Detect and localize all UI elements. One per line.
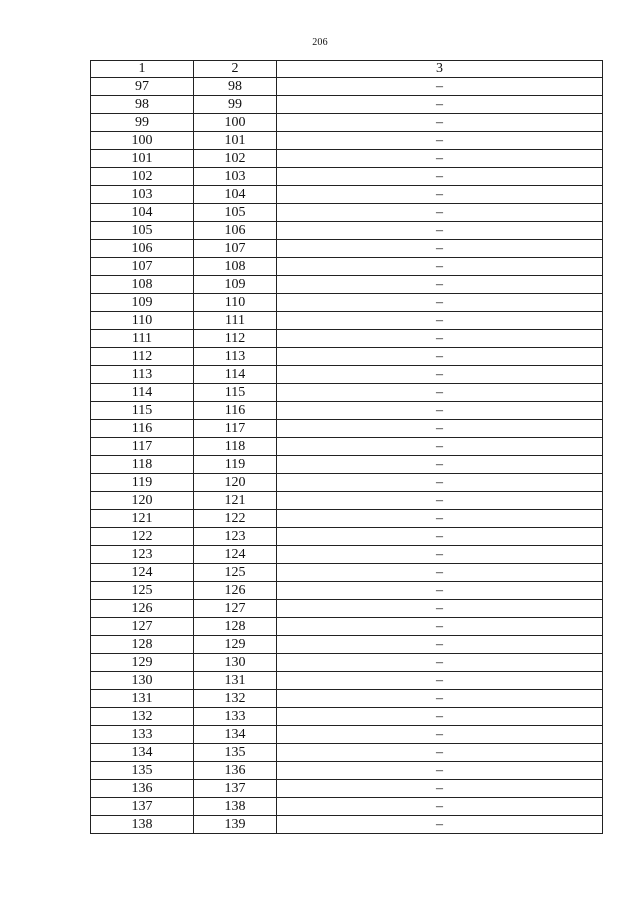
cell-col-2: 129 [194,636,277,654]
cell-col-1: 111 [91,330,194,348]
cell-col-3: – [277,546,603,564]
cell-col-1: 138 [91,816,194,834]
table-row [91,582,603,600]
cell-col-2: 124 [194,546,277,564]
cell-col-3: – [277,816,603,834]
cell-col-2: 98 [194,78,277,96]
column-header-3: 3 [277,61,603,78]
cell-col-2: 132 [194,690,277,708]
cell-col-3: – [277,240,603,258]
cell-col-1: 123 [91,546,194,564]
table-row [91,438,603,456]
page-number: 206 [312,37,328,48]
table-row [91,600,603,618]
table-row [91,708,603,726]
cell-col-1: 104 [91,204,194,222]
cell-col-2: 116 [194,402,277,420]
cell-col-1: 126 [91,600,194,618]
cell-col-1: 131 [91,690,194,708]
cell-col-2: 125 [194,564,277,582]
cell-col-3: – [277,186,603,204]
table-row [91,114,603,132]
cell-col-1: 116 [91,420,194,438]
cell-col-1: 110 [91,312,194,330]
cell-col-1: 105 [91,222,194,240]
cell-col-3: – [277,600,603,618]
cell-col-3: – [277,636,603,654]
cell-col-1: 99 [91,114,194,132]
cell-col-1: 103 [91,186,194,204]
table-body [91,78,603,834]
cell-col-3: – [277,78,603,96]
table-row [91,726,603,744]
cell-col-2: 131 [194,672,277,690]
cell-col-3: – [277,708,603,726]
column-header-1: 1 [91,61,194,78]
cell-col-1: 118 [91,456,194,474]
cell-col-1: 135 [91,762,194,780]
cell-col-2: 134 [194,726,277,744]
cell-col-3: – [277,798,603,816]
table-row [91,168,603,186]
cell-col-2: 139 [194,816,277,834]
cell-col-1: 98 [91,96,194,114]
table-row [91,402,603,420]
cell-col-2: 110 [194,294,277,312]
cell-col-1: 128 [91,636,194,654]
cell-col-3: – [277,276,603,294]
cell-col-3: – [277,204,603,222]
cell-col-2: 111 [194,312,277,330]
table-row [91,312,603,330]
cell-col-2: 126 [194,582,277,600]
table-row [91,276,603,294]
table-row [91,294,603,312]
cell-col-2: 103 [194,168,277,186]
cell-col-3: – [277,672,603,690]
cell-col-2: 123 [194,528,277,546]
cell-col-1: 113 [91,366,194,384]
cell-col-1: 109 [91,294,194,312]
cell-col-3: – [277,384,603,402]
cell-col-1: 132 [91,708,194,726]
table-row [91,798,603,816]
cell-col-2: 105 [194,204,277,222]
table-row [91,348,603,366]
column-header-2: 2 [194,61,277,78]
cell-col-1: 121 [91,510,194,528]
cell-col-1: 134 [91,744,194,762]
cell-col-2: 104 [194,186,277,204]
cell-col-3: – [277,510,603,528]
table-header-row [91,61,603,78]
table-row [91,618,603,636]
cell-col-2: 107 [194,240,277,258]
cell-col-3: – [277,366,603,384]
cell-col-3: – [277,150,603,168]
cell-col-2: 137 [194,780,277,798]
cell-col-2: 109 [194,276,277,294]
cell-col-2: 117 [194,420,277,438]
cell-col-1: 106 [91,240,194,258]
table-row [91,96,603,114]
cell-col-2: 130 [194,654,277,672]
table-row [91,474,603,492]
cell-col-1: 102 [91,168,194,186]
table-row [91,816,603,834]
cell-col-1: 133 [91,726,194,744]
cell-col-1: 117 [91,438,194,456]
table-row [91,510,603,528]
cell-col-2: 113 [194,348,277,366]
cell-col-1: 136 [91,780,194,798]
table-row [91,150,603,168]
cell-col-3: – [277,222,603,240]
table-row [91,654,603,672]
cell-col-3: – [277,474,603,492]
cell-col-3: – [277,654,603,672]
table-row [91,636,603,654]
cell-col-3: – [277,168,603,186]
cell-col-3: – [277,330,603,348]
cell-col-2: 112 [194,330,277,348]
table-row [91,420,603,438]
table-row [91,240,603,258]
table-row [91,78,603,96]
cell-col-2: 128 [194,618,277,636]
table-row [91,222,603,240]
cell-col-3: – [277,582,603,600]
table-row [91,186,603,204]
cell-col-1: 101 [91,150,194,168]
table-row [91,456,603,474]
cell-col-3: – [277,132,603,150]
cell-col-1: 114 [91,384,194,402]
cell-col-2: 102 [194,150,277,168]
cell-col-1: 108 [91,276,194,294]
cell-col-2: 138 [194,798,277,816]
table-row [91,780,603,798]
cell-col-2: 99 [194,96,277,114]
cell-col-2: 120 [194,474,277,492]
cell-col-2: 119 [194,456,277,474]
cell-col-2: 121 [194,492,277,510]
cell-col-3: – [277,618,603,636]
cell-col-3: – [277,690,603,708]
cell-col-1: 97 [91,78,194,96]
table-row [91,690,603,708]
cell-col-2: 106 [194,222,277,240]
cell-col-1: 129 [91,654,194,672]
table-row [91,564,603,582]
cell-col-1: 122 [91,528,194,546]
table-row [91,384,603,402]
table-row [91,204,603,222]
table-row [91,330,603,348]
cell-col-2: 100 [194,114,277,132]
cell-col-3: – [277,348,603,366]
table-row [91,366,603,384]
cell-col-3: – [277,294,603,312]
table-row [91,762,603,780]
cell-col-1: 125 [91,582,194,600]
cell-col-2: 136 [194,762,277,780]
cell-col-3: – [277,258,603,276]
cell-col-2: 122 [194,510,277,528]
cell-col-3: – [277,744,603,762]
cell-col-2: 108 [194,258,277,276]
cell-col-2: 135 [194,744,277,762]
cell-col-3: – [277,312,603,330]
cell-col-1: 137 [91,798,194,816]
table-row [91,492,603,510]
cell-col-3: – [277,492,603,510]
cell-col-1: 120 [91,492,194,510]
cell-col-3: – [277,402,603,420]
table-row [91,528,603,546]
cell-col-1: 124 [91,564,194,582]
cell-col-1: 112 [91,348,194,366]
cell-col-1: 119 [91,474,194,492]
table-row [91,672,603,690]
cell-col-2: 101 [194,132,277,150]
cell-col-3: – [277,780,603,798]
cell-col-1: 107 [91,258,194,276]
table-row [91,258,603,276]
cell-col-3: – [277,456,603,474]
table-row [91,546,603,564]
cell-col-1: 100 [91,132,194,150]
data-table [90,60,603,834]
cell-col-3: – [277,726,603,744]
cell-col-3: – [277,420,603,438]
table-row [91,744,603,762]
cell-col-3: – [277,438,603,456]
cell-col-2: 115 [194,384,277,402]
cell-col-2: 118 [194,438,277,456]
cell-col-3: – [277,564,603,582]
cell-col-2: 114 [194,366,277,384]
cell-col-3: – [277,762,603,780]
cell-col-2: 127 [194,600,277,618]
cell-col-3: – [277,96,603,114]
cell-col-3: – [277,114,603,132]
cell-col-1: 127 [91,618,194,636]
cell-col-3: – [277,528,603,546]
cell-col-1: 130 [91,672,194,690]
table-row [91,132,603,150]
cell-col-1: 115 [91,402,194,420]
cell-col-2: 133 [194,708,277,726]
